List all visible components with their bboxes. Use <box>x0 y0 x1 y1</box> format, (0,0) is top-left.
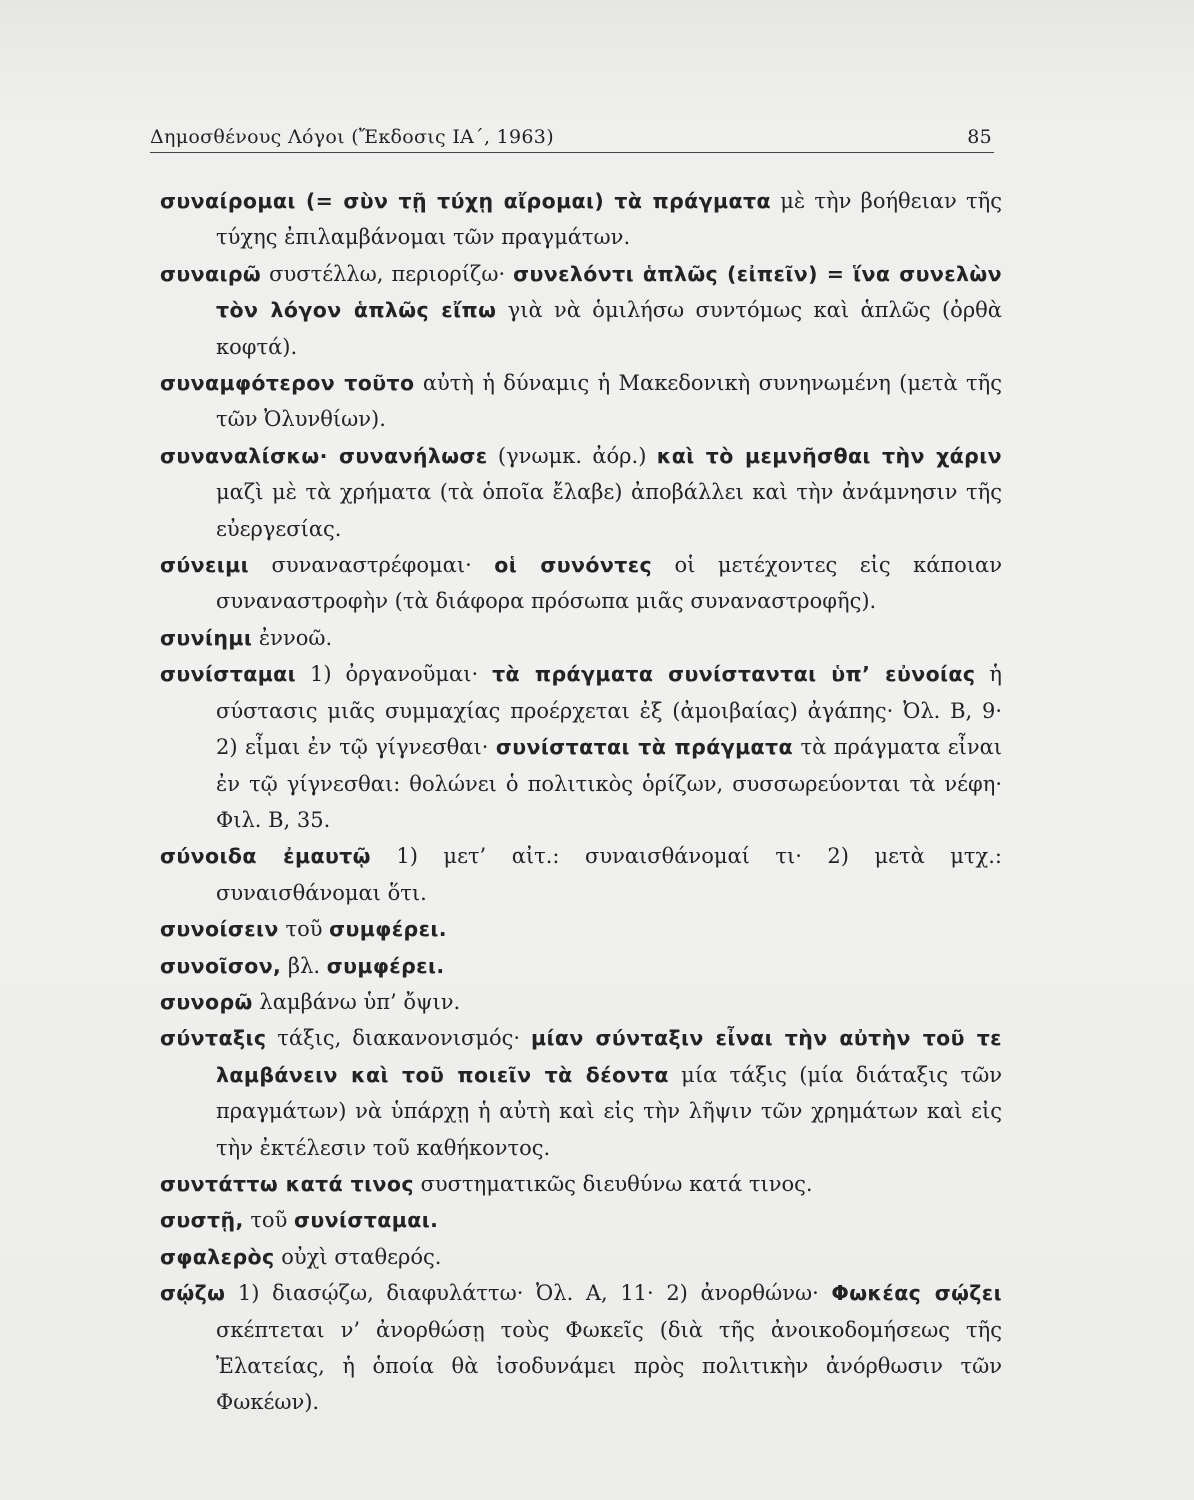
entry-headword: μίαν σύνταξιν εἶναι τὴν αὐτὴν τοῦ τε λαμβάνειν καὶ τοῦ ποιεῖν τὰ δέοντα <box>216 1026 1002 1087</box>
entry-headword: σύνοιδα ἐμαυτῷ <box>160 844 371 869</box>
entry-definition: 1) ὀργανοῦμαι· <box>296 662 493 687</box>
glossary-entry <box>160 984 1002 1020</box>
glossary-entry <box>160 256 1002 365</box>
entry-definition: τοῦ <box>278 917 330 942</box>
page-number: 85 <box>967 126 992 148</box>
entry-headword: συνορῶ <box>160 989 253 1014</box>
entry-definition: βλ. <box>281 953 327 978</box>
entry-headword: συνελόντι ἁπλῶς (εἰπεῖν) = ἵνα συνελὼν τὸν λόγον ἁπλῶς εἴπω <box>216 261 1002 323</box>
entry-headword: συνίσταμαι <box>160 662 297 687</box>
glossary-entry <box>160 547 1002 620</box>
entry-definition: συστέλλω, περιορίζω· <box>261 261 514 286</box>
entry-definition: λαμβάνω ὑπ’ ὄψιν. <box>252 989 461 1014</box>
entry-headword: συναίρομαι (= σὺν τῇ τύχῃ αἴρομαι) τὰ πράγματα <box>160 189 771 213</box>
glossary-entry <box>160 183 1002 256</box>
entry-headword: Φωκέας σῴζει <box>831 1281 1002 1306</box>
entry-headword: συνίσταμαι. <box>294 1208 439 1233</box>
entry-definition: ἐννοῶ. <box>252 625 333 650</box>
entry-headword: συστῇ, <box>160 1208 244 1233</box>
entry-definition: τάξις, διακανονισμός· <box>266 1026 532 1051</box>
entry-headword: οἱ συνόντες <box>494 553 653 578</box>
glossary-entry <box>160 838 1002 911</box>
entry-definition: αὐτὴ ἡ δύναμις ἡ Μακεδονικὴ συνηνωμένη (μετὰ τῆς τῶν Ὀλυνθίων). <box>216 371 1002 432</box>
entry-definition: οὐχὶ σταθερός. <box>274 1244 442 1269</box>
entry-definition: συστηματικῶς διευθύνω κατά τινος. <box>413 1171 813 1196</box>
entry-definition: 1) μετ’ αἰτ.: συναισθάνομαί τι· 2) μετὰ μτχ.: συναισθάνομαι ὅτι. <box>216 844 1002 905</box>
glossary-entry <box>160 365 1002 438</box>
entry-definition: συναναστρέφομαι· <box>249 553 495 578</box>
entry-headword: συνοίσειν <box>160 917 279 942</box>
entry-headword: καὶ τὸ μεμνῆσθαι τὴν χάριν <box>656 443 1002 468</box>
glossary-entry <box>160 1020 1002 1166</box>
glossary-entry <box>160 911 1002 947</box>
glossary-entry <box>160 1202 1002 1238</box>
entry-headword: συναμφότερον τοῦτο <box>160 371 415 396</box>
glossary-entry <box>160 620 1002 656</box>
running-head-title: Δημοσθένους Λόγοι (Ἔκδοσις ΙΑ΄, 1963) <box>150 126 554 148</box>
entry-headword: σῴζω <box>160 1281 226 1306</box>
entry-headword: σύνταξις <box>160 1026 267 1051</box>
entry-definition: μαζὶ μὲ τὰ χρήματα (τὰ ὁποῖα ἔλαβε) ἀποβάλλει καὶ τὴν ἀνάμνησιν τῆς εὐεργεσίας. <box>216 480 1002 541</box>
glossary-entry <box>160 948 1002 984</box>
entry-definition: σκέπτεται ν’ ἀνορθώσῃ τοὺς Φωκεῖς (διὰ τῆς ἀνοικοδομήσεως τῆς Ἐλατείας, ἡ ὁποία θὰ ἰσοδυνάμει πρὸς πολιτικὴν ἀνόρθωσιν τῶν Φωκέων). <box>216 1317 1002 1415</box>
entry-definition: μὲ τὴν βοήθειαν τῆς τύχης ἐπιλαμβάνομαι τῶν πραγμάτων. <box>216 189 1002 250</box>
entry-headword: συμφέρει. <box>329 917 447 942</box>
entry-definition: οἱ μετέχοντες εἰς κάποιαν συναναστροφὴν (τὰ διάφορα πρόσωπα μιᾶς συναναστροφῆς). <box>216 553 1002 614</box>
entry-headword: συνίημι <box>160 625 253 650</box>
glossary-entry <box>160 1166 1002 1202</box>
glossary-entry <box>160 1239 1002 1275</box>
entry-headword: τὰ πράγματα συνίστανται ὑπ’ εὐνοίας <box>492 662 976 687</box>
glossary-entries <box>160 183 1002 1421</box>
entry-headword: σφαλερὸς <box>160 1244 275 1269</box>
entry-definition: γιὰ νὰ ὁμιλήσω συντόμως καὶ ἁπλῶς (ὀρθὰ κοφτά). <box>216 298 1002 359</box>
entry-headword: συναιρῶ <box>160 261 262 286</box>
glossary-entry <box>160 656 1002 838</box>
entry-headword: συναναλίσκω· συνανήλωσε <box>160 443 488 468</box>
entry-headword: συνοῖσον, <box>160 953 282 978</box>
entry-definition: τοῦ <box>243 1208 295 1233</box>
glossary-entry <box>160 438 1002 547</box>
entry-headword: σύνειμι <box>160 553 250 578</box>
glossary-entry <box>160 1275 1002 1421</box>
entry-definition: 1) διασῴζω, διαφυλάττω· Ὀλ. Α, 11· 2) ἀνορθώνω· <box>225 1281 832 1306</box>
running-head <box>150 124 994 153</box>
entry-definition: (γνωμκ. ἀόρ.) <box>487 443 657 468</box>
entry-definition: τὰ πράγματα εἶναι ἐν τῷ γίγνεσθαι: θολώνει ὁ πολιτικὸς ὁρίζων, συσσωρεύονται τὰ νέφη· Φιλ. Β, 35. <box>216 735 1002 832</box>
entry-definition: ἡ σύστασις μιᾶς συμμαχίας προέρχεται ἐξ (ἀμοιβαίας) ἀγάπης· Ὀλ. Β, 9· 2) εἶμαι ἐν τῷ γίγνεσθαι· <box>216 662 1003 760</box>
entry-definition: μία τάξις (μία διάταξις τῶν πραγμάτων) νὰ ὑπάρχῃ ἡ αὐτὴ καὶ εἰς τὴν λῆψιν τῶν χρημάτων καὶ εἰς τὴν ἐκτέλεσιν τοῦ καθήκοντος. <box>216 1062 1003 1160</box>
entry-headword: συντάττω κατά τινος <box>160 1171 414 1196</box>
entry-headword: συνίσταται τὰ πράγματα <box>495 735 794 760</box>
entry-headword: συμφέρει. <box>326 953 445 978</box>
